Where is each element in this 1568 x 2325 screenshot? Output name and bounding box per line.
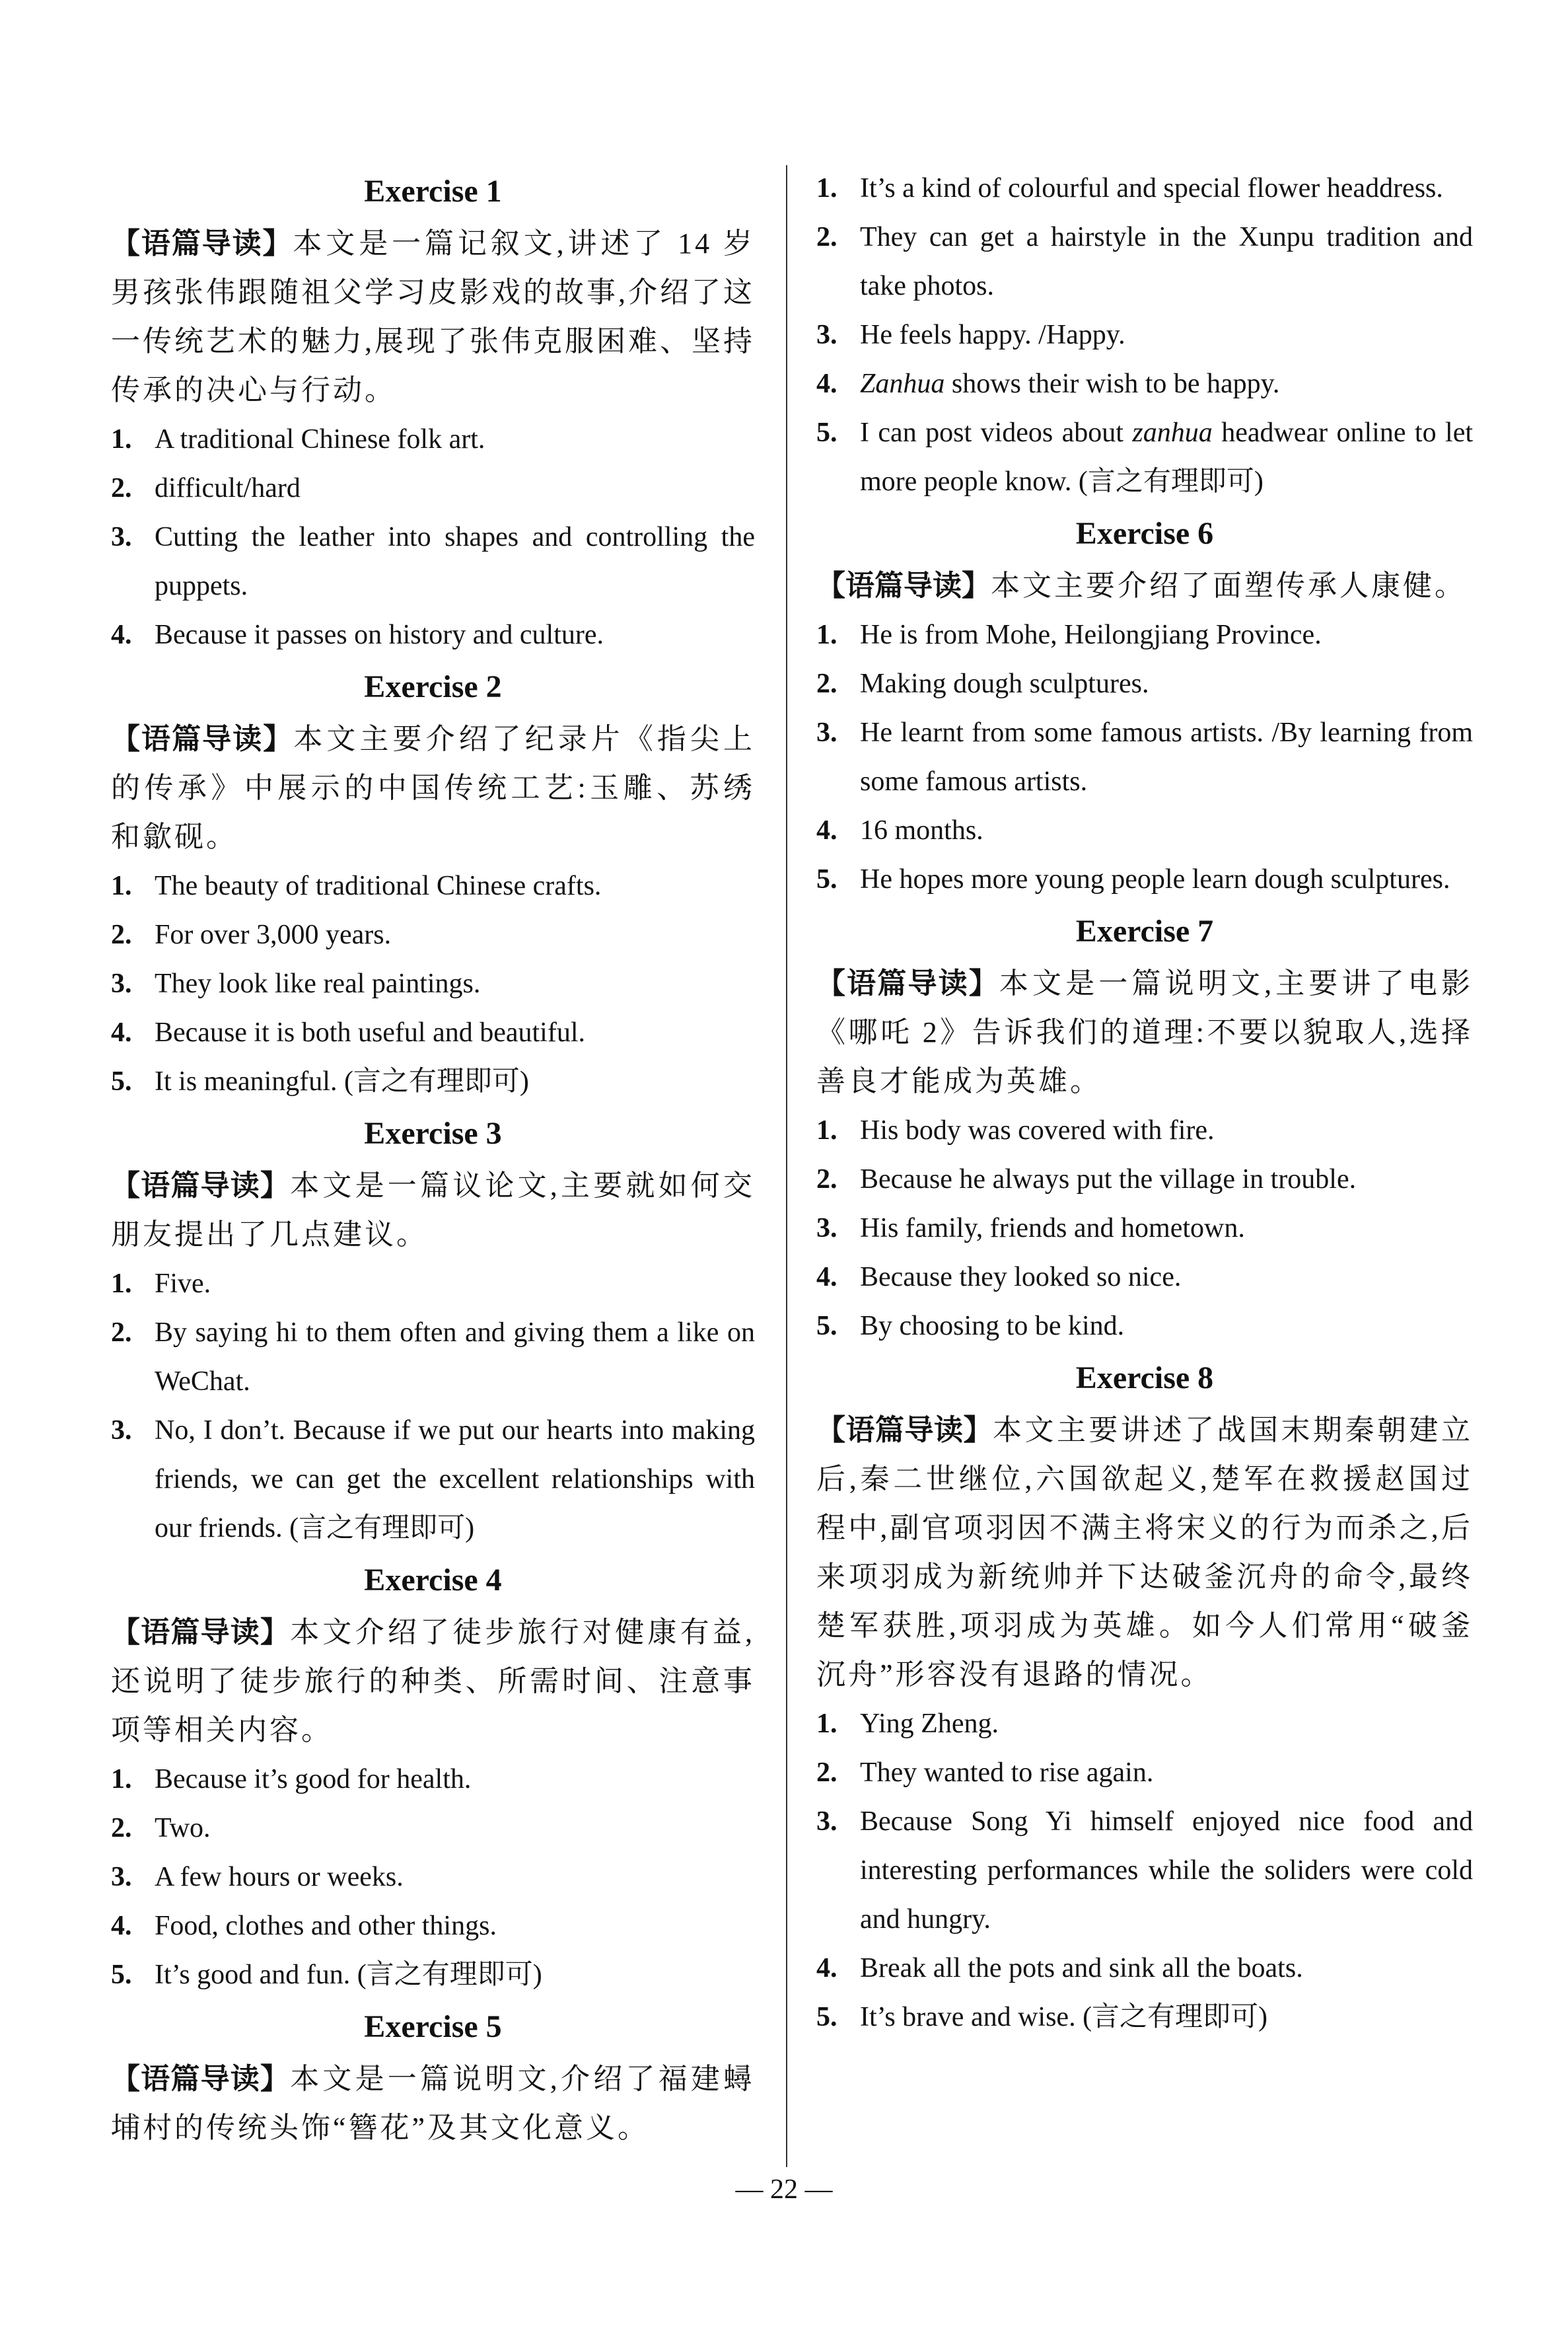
answer-number: 5. — [816, 2002, 837, 2032]
answer-number: 2. — [111, 1813, 132, 1843]
answer-item — [816, 659, 1473, 708]
answer-number: 2. — [111, 1317, 132, 1348]
answer-item — [111, 862, 755, 910]
answer-number: 3. — [816, 718, 837, 748]
exercise-heading: Exercise 8 — [1075, 1360, 1214, 1395]
answer-number: 3. — [816, 1806, 837, 1837]
guide-label: 【语篇导读】 — [816, 570, 991, 602]
answer-text: By choosing to be kind. — [860, 1311, 1125, 1341]
answer-item — [816, 1155, 1473, 1204]
answer-number: 1. — [816, 620, 837, 650]
answer-item — [111, 1853, 755, 1901]
answer-number: 4. — [816, 1262, 837, 1292]
reading-guide — [816, 1406, 1473, 1699]
reading-guide — [816, 562, 1473, 610]
guide-label: 【语篇导读】 — [816, 1414, 993, 1446]
answer-item — [111, 1406, 755, 1553]
exercise-heading: Exercise 7 — [1075, 914, 1214, 949]
answer-number: 4. — [816, 369, 837, 399]
answer-number: 2. — [816, 222, 837, 252]
answer-number: 2. — [816, 1757, 837, 1788]
answer-text: difficult/hard — [155, 473, 301, 503]
answer-item — [111, 910, 755, 959]
answer-item — [816, 1302, 1473, 1350]
left-column — [111, 164, 755, 2153]
answer-text: It’s good and fun. (言之有理即可) — [155, 1960, 542, 1990]
answer-text: Zanhua shows their wish to be happy. — [860, 369, 1280, 399]
answer-number: 4. — [816, 1953, 837, 1983]
answer-text: A few hours or weeks. — [155, 1862, 404, 1892]
reading-guide — [111, 1608, 755, 1755]
answer-text: They look like real paintings. — [155, 969, 481, 999]
answer-text: Because he always put the village in trouble. — [860, 1164, 1357, 1195]
answer-text: For over 3,000 years. — [155, 920, 392, 950]
answer-number: 2. — [816, 669, 837, 699]
answer-text: Because it passes on history and culture. — [155, 620, 604, 650]
answer-text: Because they looked so nice. — [860, 1262, 1182, 1292]
answer-number: 5. — [111, 1960, 132, 1990]
answer-number: 5. — [816, 418, 837, 448]
answer-text: His body was covered with fire. — [860, 1115, 1215, 1146]
answer-item — [111, 1008, 755, 1057]
answer-number: 3. — [111, 1862, 132, 1892]
answer-number: 2. — [111, 920, 132, 950]
answer-text: His family, friends and hometown. — [860, 1213, 1245, 1243]
answer-text: Break all the pots and sink all the boats. — [860, 1953, 1303, 1983]
answer-number: 3. — [111, 1415, 132, 1446]
answer-number: 1. — [111, 1764, 132, 1794]
answer-item — [816, 855, 1473, 904]
answer-text: He is from Mohe, Heilongjiang Province. — [860, 620, 1322, 650]
answer-number: 1. — [816, 1115, 837, 1146]
answer-item — [111, 1950, 755, 1999]
answer-text: By saying hi to them often and giving them a like on WeChat. — [155, 1317, 755, 1397]
answer-text: They can get a hairstyle in the Xunpu tradition and take photos. — [860, 222, 1473, 301]
answer-text: The beauty of traditional Chinese crafts. — [155, 871, 602, 901]
answer-item — [816, 806, 1473, 855]
reading-guide — [111, 219, 755, 415]
guide-text: 本文主要讲述了战国末期秦朝建立后,秦二世继位,六国欲起义,楚军在救援赵国过程中,副官项羽因不满主将宋义的行为而杀之,后来项羽成为新统帅并下达破釜沉舟的命令,最终楚军获胜,项羽成为英雄。如今人们常用“破釜沉舟”形容没有退路的情况。 — [816, 1414, 1473, 1691]
answer-item — [111, 415, 755, 464]
answer-text: He learnt from some famous artists. /By learning from some famous artists. — [860, 718, 1473, 797]
column-divider — [786, 165, 787, 2167]
answer-number: 1. — [111, 424, 132, 455]
guide-label: 【语篇导读】 — [111, 2063, 291, 2095]
emphasized-word: zanhua — [1132, 418, 1213, 448]
answer-text: A traditional Chinese folk art. — [155, 424, 485, 455]
guide-label: 【语篇导读】 — [816, 967, 999, 1000]
answer-number: 1. — [111, 1269, 132, 1299]
answer-item — [816, 708, 1473, 806]
answer-text: It’s a kind of colourful and special flower headdress. — [860, 173, 1443, 203]
guide-text: 本文是一篇记叙文,讲述了 14 岁男孩张伟跟随祖父学习皮影戏的故事,介绍了这一传统艺术的魅力,展现了张伟克服困难、坚持传承的决心与行动。 — [111, 227, 756, 406]
answer-item — [816, 164, 1473, 213]
answer-text: Because it’s good for health. — [155, 1764, 472, 1794]
answer-item — [816, 610, 1473, 659]
answer-number: 4. — [111, 1911, 132, 1941]
reading-guide — [111, 1162, 755, 1259]
answer-number: 4. — [111, 1017, 132, 1048]
answer-number: 3. — [111, 522, 132, 552]
guide-text: 本文是一篇说明文,介绍了福建蟳埔村的传统头饰“簪花”及其文化意义。 — [111, 2063, 756, 2144]
answer-text: It is meaningful. (言之有理即可) — [155, 1066, 529, 1097]
answer-item — [816, 1944, 1473, 1993]
exercise-heading: Exercise 5 — [364, 2009, 502, 2044]
guide-text: 本文介绍了徒步旅行对健康有益,还说明了徒步旅行的种类、所需时间、注意事项等相关内容。 — [111, 1616, 756, 1746]
guide-label: 【语篇导读】 — [111, 723, 294, 755]
answer-item — [111, 513, 755, 610]
answer-item — [816, 408, 1473, 506]
answer-item — [816, 1748, 1473, 1797]
answer-text: Because it is both useful and beautiful. — [155, 1017, 586, 1048]
guide-text: 本文是一篇说明文,主要讲了电影《哪吒 2》告诉我们的道理:不要以貌取人,选择善良才能成为英雄。 — [816, 967, 1474, 1097]
answer-item — [111, 1057, 755, 1106]
answer-text: He hopes more young people learn dough sculptures. — [860, 864, 1450, 895]
answer-text: Five. — [155, 1269, 211, 1299]
exercise-heading: Exercise 3 — [364, 1116, 502, 1151]
answer-text: Ying Zheng. — [860, 1709, 999, 1739]
answer-text: Food, clothes and other things. — [155, 1911, 497, 1941]
answer-text: Making dough sculptures. — [860, 669, 1149, 699]
guide-text: 本文主要介绍了纪录片《指尖上的传承》中展示的中国传统工艺:玉雕、苏绣和歙砚。 — [111, 723, 756, 853]
answer-text: Because Song Yi himself enjoyed nice food and interesting performances while the soliders were cold and hungry. — [860, 1806, 1473, 1935]
answer-item — [816, 311, 1473, 359]
answer-text: No, I don’t. Because if we put our hearts into making friends, we can get the excellent relationships with our friends. (言之有理即可) — [155, 1415, 755, 1543]
answer-number: 5. — [111, 1066, 132, 1097]
emphasized-word: Zanhua — [860, 369, 945, 399]
answer-number: 3. — [816, 1213, 837, 1243]
answer-text: Two. — [155, 1813, 211, 1843]
answer-number: 4. — [816, 815, 837, 846]
exercise-heading: Exercise 1 — [364, 174, 502, 209]
answer-item — [816, 1699, 1473, 1748]
answer-item — [816, 359, 1473, 408]
guide-text: 本文是一篇议论文,主要就如何交朋友提出了几点建议。 — [111, 1169, 756, 1251]
answer-number: 4. — [111, 620, 132, 650]
answer-item — [111, 464, 755, 513]
exercise-heading: Exercise 2 — [364, 669, 502, 704]
answer-text: I can post videos about zanhua headwear online to let more people know. (言之有理即可) — [860, 418, 1473, 497]
answer-item — [111, 959, 755, 1008]
answer-item — [816, 1797, 1473, 1944]
right-column — [816, 164, 1473, 2042]
guide-label: 【语篇导读】 — [111, 1169, 291, 1202]
answer-text: Cutting the leather into shapes and controlling the puppets. — [155, 522, 755, 601]
answer-item — [111, 1804, 755, 1853]
answer-text: They wanted to rise again. — [860, 1757, 1154, 1788]
answer-item — [816, 213, 1473, 311]
answer-item — [816, 1204, 1473, 1253]
answer-number: 1. — [816, 1709, 837, 1739]
answer-number: 3. — [111, 969, 132, 999]
answer-item — [111, 1755, 755, 1804]
guide-label: 【语篇导读】 — [111, 1616, 291, 1648]
answer-item — [111, 610, 755, 659]
answer-item — [816, 1106, 1473, 1155]
answer-number: 1. — [816, 173, 837, 203]
reading-guide — [816, 959, 1473, 1106]
answer-number: 5. — [816, 864, 837, 895]
guide-label: 【语篇导读】 — [111, 227, 293, 260]
answer-item — [816, 1253, 1473, 1302]
answer-number: 3. — [816, 320, 837, 350]
exercise-heading: Exercise 6 — [1075, 516, 1214, 551]
answer-item — [816, 1993, 1473, 2042]
answer-text: It’s brave and wise. (言之有理即可) — [860, 2002, 1268, 2032]
answer-text: 16 months. — [860, 815, 983, 846]
answer-number: 1. — [111, 871, 132, 901]
reading-guide — [111, 715, 755, 862]
answer-text: He feels happy. /Happy. — [860, 320, 1125, 350]
answer-number: 2. — [816, 1164, 837, 1195]
answer-number: 5. — [816, 1311, 837, 1341]
page-number: — 22 — — [735, 2174, 833, 2205]
answer-item — [111, 1901, 755, 1950]
reading-guide — [111, 2055, 755, 2153]
answer-number: 2. — [111, 473, 132, 503]
exercise-heading: Exercise 4 — [364, 1563, 502, 1598]
guide-text: 本文主要介绍了面塑传承人康健。 — [991, 570, 1466, 602]
answer-item — [111, 1259, 755, 1308]
answer-item — [111, 1308, 755, 1406]
